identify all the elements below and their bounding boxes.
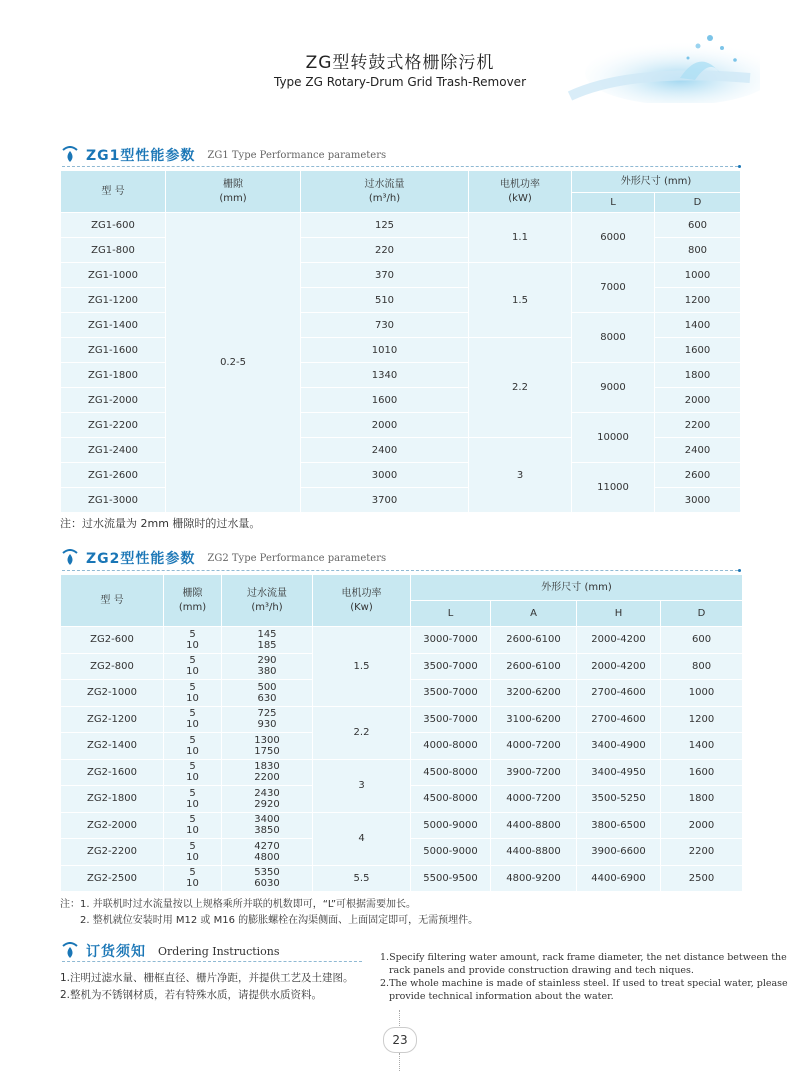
header-power: 电机功率 (kW) bbox=[469, 171, 572, 213]
table-cell-A: 4400-8800 bbox=[491, 812, 577, 839]
table-cell-power: 2.2 bbox=[469, 338, 572, 438]
header-model: 型 号 bbox=[61, 575, 164, 627]
table-cell-gap: 5 10 bbox=[164, 759, 222, 786]
divider-dot bbox=[738, 569, 741, 572]
table-cell-model: ZG1-800 bbox=[61, 238, 166, 263]
zg1-performance-table bbox=[60, 170, 741, 513]
table-cell-L: 3000-7000 bbox=[411, 627, 491, 654]
ordering-cn-2: 2.整机为不锈钢材质，若有特殊水质，请提供水质资料。 bbox=[60, 989, 323, 1001]
table-cell-power: 1.1 bbox=[469, 213, 572, 263]
divider bbox=[62, 961, 362, 962]
header-gap: 栅隙 (mm) bbox=[164, 575, 222, 627]
table-cell-model: ZG1-2200 bbox=[61, 413, 166, 438]
drop-logo-icon bbox=[60, 549, 80, 567]
table-cell-flow: 3400 3850 bbox=[222, 812, 313, 839]
table-cell-D: 1800 bbox=[655, 363, 741, 388]
table-cell-L: 11000 bbox=[572, 463, 655, 513]
table-cell-D: 2000 bbox=[661, 812, 743, 839]
table-cell-D: 2000 bbox=[655, 388, 741, 413]
zg1-note: 注：过水流量为 2mm 栅隙时的过水量。 bbox=[60, 517, 261, 530]
table-cell-gap: 5 10 bbox=[164, 733, 222, 760]
table-cell-model: ZG1-2400 bbox=[61, 438, 166, 463]
table-cell-L: 4500-8000 bbox=[411, 786, 491, 813]
table-cell-A: 4000-7200 bbox=[491, 786, 577, 813]
table-cell-D: 2500 bbox=[661, 865, 743, 892]
table-cell-flow: 1010 bbox=[301, 338, 469, 363]
table-cell-D: 1200 bbox=[661, 706, 743, 733]
table-cell-model: ZG1-2600 bbox=[61, 463, 166, 488]
table-cell-L: 3500-7000 bbox=[411, 653, 491, 680]
table-cell-D: 2400 bbox=[655, 438, 741, 463]
zg2-heading-cn: ZG2型性能参数 bbox=[86, 551, 196, 567]
table-row bbox=[61, 812, 743, 839]
table-cell-model: ZG1-1600 bbox=[61, 338, 166, 363]
table-cell-D: 1000 bbox=[655, 263, 741, 288]
header-L: L bbox=[572, 193, 655, 213]
table-cell-model: ZG2-2500 bbox=[61, 865, 164, 892]
table-cell-flow: 2000 bbox=[301, 413, 469, 438]
table-cell-model: ZG2-1600 bbox=[61, 759, 164, 786]
table-cell-flow: 725 930 bbox=[222, 706, 313, 733]
table-cell-flow: 290 380 bbox=[222, 653, 313, 680]
table-cell-gap: 5 10 bbox=[164, 627, 222, 654]
table-cell-flow: 510 bbox=[301, 288, 469, 313]
table-cell-flow: 500 630 bbox=[222, 680, 313, 707]
table-cell-model: ZG2-1400 bbox=[61, 733, 164, 760]
table-cell-D: 800 bbox=[655, 238, 741, 263]
ordering-en-2a: 2.The whole machine is made of stainless steel. If used to treat special water, please bbox=[380, 978, 788, 989]
header-gap: 栅隙 (mm) bbox=[166, 171, 301, 213]
table-cell-gap: 5 10 bbox=[164, 839, 222, 866]
ordering-en-1a: 1.Specify filtering water amount, rack frame diameter, the net distance between the bbox=[380, 952, 787, 963]
table-cell-power: 1.5 bbox=[469, 263, 572, 338]
table-cell-power: 5.5 bbox=[313, 865, 411, 892]
ordering-heading-cn: 订货须知 bbox=[86, 944, 146, 960]
table-cell-D: 600 bbox=[655, 213, 741, 238]
header-dims: 外形尺寸 (mm) bbox=[572, 171, 741, 193]
table-cell-H: 3500-5250 bbox=[577, 786, 661, 813]
table-cell-power: 3 bbox=[313, 759, 411, 812]
table-cell-D: 1800 bbox=[661, 786, 743, 813]
table-row bbox=[61, 865, 743, 892]
page-title: ZG型转鼓式格栅除污机 bbox=[305, 53, 495, 73]
table-cell-D: 2600 bbox=[655, 463, 741, 488]
table-cell-flow: 145 185 bbox=[222, 627, 313, 654]
header-dims: 外形尺寸 (mm) bbox=[411, 575, 743, 601]
table-cell-model: ZG2-1200 bbox=[61, 706, 164, 733]
table-cell-flow: 125 bbox=[301, 213, 469, 238]
header-A: A bbox=[491, 601, 577, 627]
header-flow: 过水流量 (m³/h) bbox=[301, 171, 469, 213]
zg2-section-heading bbox=[60, 548, 386, 568]
zg2-note-1: 注：1. 并联机时过水流量按以上规格乘所并联的机数即可，“L”可根据需要加长。 bbox=[60, 899, 417, 910]
table-cell-A: 4800-9200 bbox=[491, 865, 577, 892]
table-cell-A: 2600-6100 bbox=[491, 627, 577, 654]
table-cell-A: 4400-8800 bbox=[491, 839, 577, 866]
table-cell-power: 4 bbox=[313, 812, 411, 865]
table-cell-model: ZG1-3000 bbox=[61, 488, 166, 513]
table-cell-model: ZG1-1400 bbox=[61, 313, 166, 338]
ordering-section-heading bbox=[60, 941, 280, 961]
table-cell-H: 2000-4200 bbox=[577, 627, 661, 654]
header-model: 型 号 bbox=[61, 171, 166, 213]
table-cell-D: 1400 bbox=[655, 313, 741, 338]
table-cell-flow: 220 bbox=[301, 238, 469, 263]
table-cell-D: 600 bbox=[661, 627, 743, 654]
table-cell-model: ZG1-1000 bbox=[61, 263, 166, 288]
table-cell-A: 2600-6100 bbox=[491, 653, 577, 680]
table-cell-L: 5000-9000 bbox=[411, 812, 491, 839]
table-row bbox=[61, 627, 743, 654]
table-cell-D: 1200 bbox=[655, 288, 741, 313]
table-cell-H: 2700-4600 bbox=[577, 706, 661, 733]
table-cell-H: 2000-4200 bbox=[577, 653, 661, 680]
table-cell-H: 3800-6500 bbox=[577, 812, 661, 839]
table-cell-A: 4000-7200 bbox=[491, 733, 577, 760]
table-cell-L: 10000 bbox=[572, 413, 655, 463]
page-number-line bbox=[399, 1010, 400, 1026]
table-cell-flow: 1300 1750 bbox=[222, 733, 313, 760]
table-cell-H: 3400-4900 bbox=[577, 733, 661, 760]
table-cell-L: 7000 bbox=[572, 263, 655, 313]
ordering-en-1b: rack panels and provide construction drawing and tech niques. bbox=[389, 965, 694, 976]
divider bbox=[62, 166, 738, 167]
header-flow: 过水流量 (m³/h) bbox=[222, 575, 313, 627]
table-cell-D: 1000 bbox=[661, 680, 743, 707]
zg2-performance-table bbox=[60, 574, 743, 892]
table-cell-L: 4000-8000 bbox=[411, 733, 491, 760]
header-L: L bbox=[411, 601, 491, 627]
table-cell-gap: 5 10 bbox=[164, 680, 222, 707]
divider-dot bbox=[738, 165, 741, 168]
table-cell-gap: 5 10 bbox=[164, 786, 222, 813]
table-cell-flow: 3700 bbox=[301, 488, 469, 513]
table-cell-D: 2200 bbox=[661, 839, 743, 866]
table-row bbox=[61, 759, 743, 786]
page-subtitle: Type ZG Rotary-Drum Grid Trash-Remover bbox=[273, 75, 527, 89]
ordering-heading-en: Ordering Instructions bbox=[158, 944, 280, 958]
table-cell-L: 3500-7000 bbox=[411, 680, 491, 707]
table-cell-model: ZG2-2200 bbox=[61, 839, 164, 866]
table-cell-H: 4400-6900 bbox=[577, 865, 661, 892]
drop-logo-icon bbox=[60, 146, 80, 164]
table-cell-model: ZG2-1000 bbox=[61, 680, 164, 707]
table-cell-flow: 730 bbox=[301, 313, 469, 338]
zg1-heading-cn: ZG1型性能参数 bbox=[86, 148, 196, 164]
table-cell-A: 3900-7200 bbox=[491, 759, 577, 786]
table-cell-model: ZG1-2000 bbox=[61, 388, 166, 413]
table-cell-model: ZG2-2000 bbox=[61, 812, 164, 839]
table-cell-A: 3200-6200 bbox=[491, 680, 577, 707]
table-cell-gap: 5 10 bbox=[164, 865, 222, 892]
table-cell-model: ZG2-600 bbox=[61, 627, 164, 654]
table-cell-D: 2200 bbox=[655, 413, 741, 438]
table-cell-D: 1600 bbox=[655, 338, 741, 363]
page-number-line bbox=[399, 1053, 400, 1071]
table-cell-gap: 5 10 bbox=[164, 706, 222, 733]
zg2-heading-en: ZG2 Type Performance parameters bbox=[207, 552, 387, 564]
table-cell-model: ZG2-1800 bbox=[61, 786, 164, 813]
table-cell-flow: 3000 bbox=[301, 463, 469, 488]
header-power: 电机功率 (Kw) bbox=[313, 575, 411, 627]
table-cell-power: 2.2 bbox=[313, 706, 411, 759]
header-D: D bbox=[655, 193, 741, 213]
table-cell-power: 3 bbox=[469, 438, 572, 513]
table-cell-L: 8000 bbox=[572, 313, 655, 363]
table-cell-gap: 5 10 bbox=[164, 653, 222, 680]
table-cell-L: 5000-9000 bbox=[411, 839, 491, 866]
table-cell-L: 9000 bbox=[572, 363, 655, 413]
zg1-heading-en: ZG1 Type Performance parameters bbox=[207, 149, 387, 161]
divider bbox=[62, 570, 738, 571]
table-cell-flow: 1830 2200 bbox=[222, 759, 313, 786]
table-cell-L: 3500-7000 bbox=[411, 706, 491, 733]
table-cell-H: 2700-4600 bbox=[577, 680, 661, 707]
table-cell-H: 3900-6600 bbox=[577, 839, 661, 866]
header-H: H bbox=[577, 601, 661, 627]
table-cell-flow: 1600 bbox=[301, 388, 469, 413]
header-D: D bbox=[661, 601, 743, 627]
table-cell-H: 3400-4950 bbox=[577, 759, 661, 786]
table-cell-model: ZG1-600 bbox=[61, 213, 166, 238]
zg1-section-heading bbox=[60, 145, 386, 165]
ordering-en-2b: provide technical information about the water. bbox=[389, 991, 614, 1002]
table-cell-flow: 2400 bbox=[301, 438, 469, 463]
table-cell-D: 800 bbox=[661, 653, 743, 680]
table-cell-L: 6000 bbox=[572, 213, 655, 263]
table-cell-gap: 5 10 bbox=[164, 812, 222, 839]
table-cell-flow: 4270 4800 bbox=[222, 839, 313, 866]
table-cell-D: 1600 bbox=[661, 759, 743, 786]
page-number: 23 bbox=[383, 1027, 417, 1053]
table-cell-power: 1.5 bbox=[313, 627, 411, 707]
ordering-cn-1: 1.注明过滤水量、栅框直径、栅片净距，并提供工艺及土建图。 bbox=[60, 972, 354, 984]
drop-logo-icon bbox=[60, 942, 80, 960]
table-cell-gap: 0.2-5 bbox=[166, 213, 301, 513]
table-cell-A: 3100-6200 bbox=[491, 706, 577, 733]
table-cell-model: ZG1-1800 bbox=[61, 363, 166, 388]
table-cell-D: 3000 bbox=[655, 488, 741, 513]
table-cell-model: ZG2-800 bbox=[61, 653, 164, 680]
table-cell-flow: 2430 2920 bbox=[222, 786, 313, 813]
table-cell-L: 4500-8000 bbox=[411, 759, 491, 786]
table-row bbox=[61, 706, 743, 733]
table-cell-flow: 1340 bbox=[301, 363, 469, 388]
zg2-note-2: 2. 整机就位安装时用 M12 或 M16 的膨胀螺栓在沟渠侧面、上面固定即可，无需预埋件。 bbox=[80, 915, 479, 926]
table-cell-L: 5500-9500 bbox=[411, 865, 491, 892]
table-cell-flow: 5350 6030 bbox=[222, 865, 313, 892]
table-cell-D: 1400 bbox=[661, 733, 743, 760]
table-cell-model: ZG1-1200 bbox=[61, 288, 166, 313]
table-cell-flow: 370 bbox=[301, 263, 469, 288]
